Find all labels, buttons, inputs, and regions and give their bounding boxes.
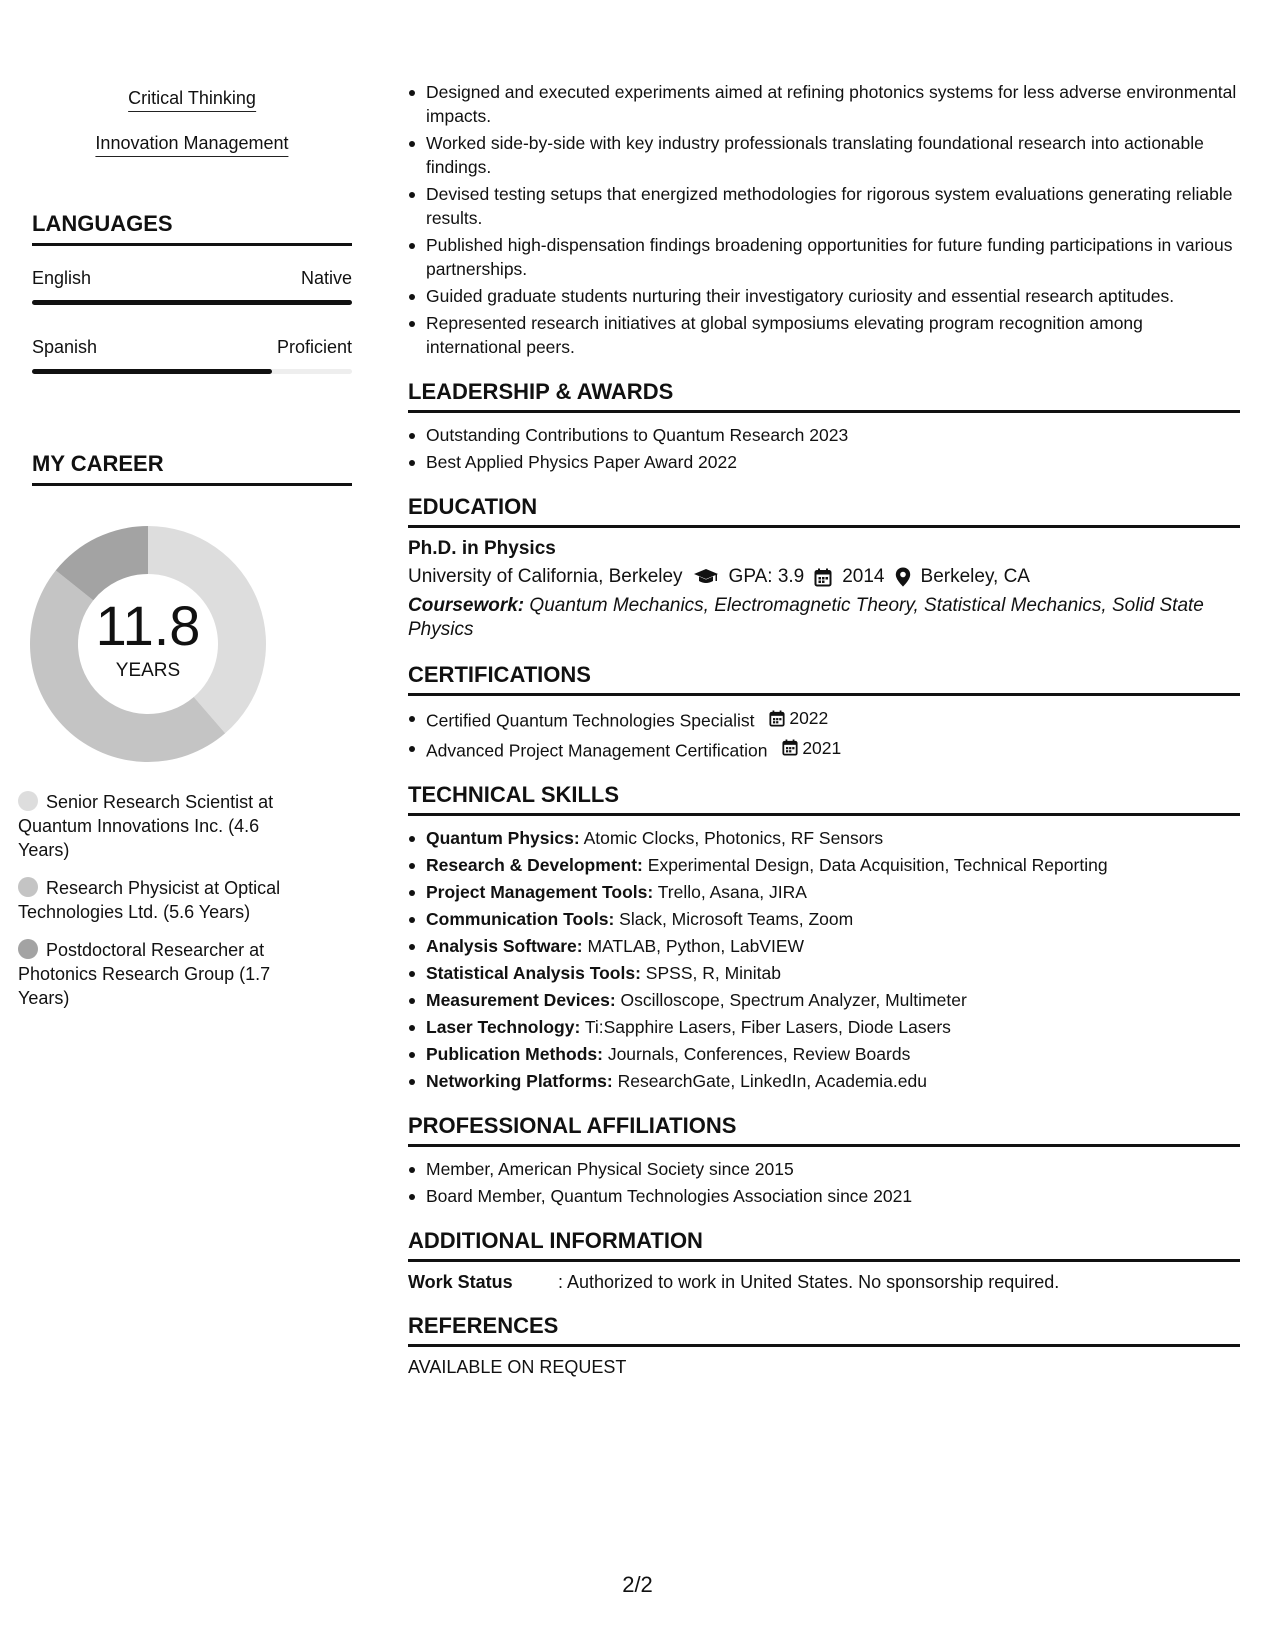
experience-bullet: Designed and executed experiments aimed at refining photonics systems for less adverse environmental impacts. (408, 80, 1240, 128)
skill-category: Publication Methods: (426, 1044, 603, 1064)
affiliations-list (408, 1157, 1240, 1208)
leadership-heading: LEADERSHIP & AWARDS (408, 379, 1240, 413)
skill-category: Laser Technology: (426, 1017, 581, 1037)
gpa: GPA: 3.9 (728, 566, 805, 587)
skill-values: Ti:Sapphire Lasers, Fiber Lasers, Diode Lasers (584, 1017, 951, 1037)
skill-row (408, 1069, 1240, 1093)
language-level: Proficient (276, 337, 352, 357)
skill-row (408, 907, 1240, 931)
calendar-icon (814, 568, 832, 587)
certifications-heading: CERTIFICATIONS (408, 662, 1240, 696)
legend-dot-icon (18, 939, 38, 959)
language-bar-english (32, 300, 352, 305)
technical-skills-heading: TECHNICAL SKILLS (408, 782, 1240, 816)
additional-info-heading: ADDITIONAL INFORMATION (408, 1228, 1240, 1262)
graduation-cap-icon (693, 568, 719, 586)
degree-title: Ph.D. in Physics (408, 538, 556, 559)
education-heading: EDUCATION (408, 494, 1240, 528)
skill-row (408, 988, 1240, 1012)
coursework-label: Coursework: (408, 595, 525, 616)
languages-heading: LANGUAGES (32, 211, 352, 246)
donut-segment-0 (148, 526, 266, 733)
certification-item (408, 706, 1240, 733)
language-name: Spanish (32, 337, 98, 357)
school-location: Berkeley, CA (920, 566, 1030, 587)
language-name: English (32, 268, 92, 288)
language-level: Native (300, 268, 352, 288)
language-row-spanish (32, 337, 352, 358)
skill-row (408, 1042, 1240, 1066)
career-total-unit: YEARS (115, 660, 181, 681)
skill-row (408, 853, 1240, 877)
skill-values: Oscilloscope, Spectrum Analyzer, Multimeter (620, 990, 967, 1010)
certification-name: Certified Quantum Technologies Specialist (426, 710, 755, 731)
career-total-years: 11.8 (95, 594, 201, 657)
experience-bullet: Devised testing setups that energized methodologies for rigorous system evaluations generating reliable results. (408, 182, 1240, 230)
certification-name: Advanced Project Management Certification (426, 740, 768, 760)
certification-year: 2022 (789, 708, 829, 728)
certification-item (408, 736, 1240, 763)
leadership-list (408, 423, 1240, 474)
references-text: AVAILABLE ON REQUEST (408, 1357, 627, 1377)
skill-category: Quantum Physics: (426, 828, 580, 848)
career-legend-item (18, 790, 308, 862)
work-status-value: : Authorized to work in United States. No sponsorship required. (558, 1272, 1060, 1292)
skill-row (408, 826, 1240, 850)
career-legend-label: Research Physicist at Optical Technologies Ltd. (5.6 Years) (18, 878, 281, 922)
work-status-label: Work Status (408, 1272, 513, 1292)
experience-bullet: Represented research initiatives at global symposiums elevating program recognition among international peers. (408, 311, 1240, 359)
skill-row (408, 1015, 1240, 1039)
work-status-row (408, 1272, 1240, 1293)
experience-bullet: Guided graduate students nurturing their investigatory curiosity and essential research aptitudes. (408, 284, 1240, 308)
career-legend-item (18, 876, 308, 924)
calendar-icon (769, 710, 785, 727)
legend-dot-icon (18, 877, 38, 897)
language-row-english (32, 268, 352, 289)
skill-category: Research & Development: (426, 855, 643, 875)
language-bar-fill (32, 300, 352, 305)
skill-row (408, 961, 1240, 985)
affiliation-item: Board Member, Quantum Technologies Association since 2021 (408, 1184, 1240, 1208)
award-item: Best Applied Physics Paper Award 2022 (408, 450, 1240, 474)
references-heading: REFERENCES (408, 1313, 1240, 1347)
skill-category: Project Management Tools: (426, 882, 654, 902)
skill-link-innovation-management[interactable]: Innovation Management (95, 133, 288, 157)
skill-values: SPSS, R, Minitab (645, 963, 781, 983)
technical-skills-list (408, 826, 1240, 1093)
experience-bullet: Published high-dispensation findings broadening opportunities for future funding participations in various partnerships. (408, 233, 1240, 281)
skill-row (408, 880, 1240, 904)
language-bar-fill (32, 369, 272, 374)
skill-category: Measurement Devices: (426, 990, 616, 1010)
legend-dot-icon (18, 791, 38, 811)
certification-year: 2021 (802, 737, 842, 758)
experience-bullet: Worked side-by-side with key industry professionals translating foundational research into actionable findings. (408, 131, 1240, 179)
career-legend (18, 790, 308, 1024)
career-legend-item (18, 938, 308, 1010)
career-legend-label: Postdoctoral Researcher at Photonics Research Group (1.7 Years) (18, 940, 271, 1008)
skill-category: Networking Platforms: (426, 1071, 613, 1091)
graduation-year: 2014 (842, 566, 885, 587)
skill-values: MATLAB, Python, LabVIEW (587, 936, 805, 956)
main-content (408, 80, 1240, 1378)
skill-category: Statistical Analysis Tools: (426, 963, 641, 983)
experience-bullet-list (408, 80, 1240, 359)
skill-values: Atomic Clocks, Photonics, RF Sensors (583, 828, 884, 848)
skill-values: Journals, Conferences, Review Boards (607, 1044, 911, 1064)
skill-link-critical-thinking[interactable]: Critical Thinking (128, 88, 256, 112)
page-number: 2/2 (622, 1572, 653, 1597)
career-legend-label: Senior Research Scientist at Quantum Innovations Inc. (4.6 Years) (18, 792, 274, 860)
donut-segment-1 (30, 570, 225, 762)
skill-values: ResearchGate, LinkedIn, Academia.edu (617, 1071, 927, 1091)
location-pin-icon (895, 567, 911, 587)
language-bar-spanish (32, 369, 352, 374)
skill-category: Analysis Software: (426, 936, 583, 956)
education-details (408, 566, 1240, 588)
skill-values: Experimental Design, Data Acquisition, Technical Reporting (647, 855, 1108, 875)
certifications-list (408, 706, 1240, 762)
skill-row (408, 934, 1240, 958)
affiliation-item: Member, American Physical Society since 2015 (408, 1157, 1240, 1181)
award-item: Outstanding Contributions to Quantum Research 2023 (408, 423, 1240, 447)
coursework (408, 594, 1240, 642)
affiliations-heading: PROFESSIONAL AFFILIATIONS (408, 1113, 1240, 1147)
school-name: University of California, Berkeley (408, 566, 683, 587)
skill-category: Communication Tools: (426, 909, 615, 929)
skill-values: Trello, Asana, JIRA (657, 882, 807, 902)
calendar-icon (782, 739, 798, 756)
career-heading: MY CAREER (32, 451, 352, 486)
career-donut-chart (24, 520, 272, 768)
coursework-list: Quantum Mechanics, Electromagnetic Theory, Statistical Mechanics, Solid State Physics (408, 595, 1204, 640)
skill-values: Slack, Microsoft Teams, Zoom (619, 909, 854, 929)
